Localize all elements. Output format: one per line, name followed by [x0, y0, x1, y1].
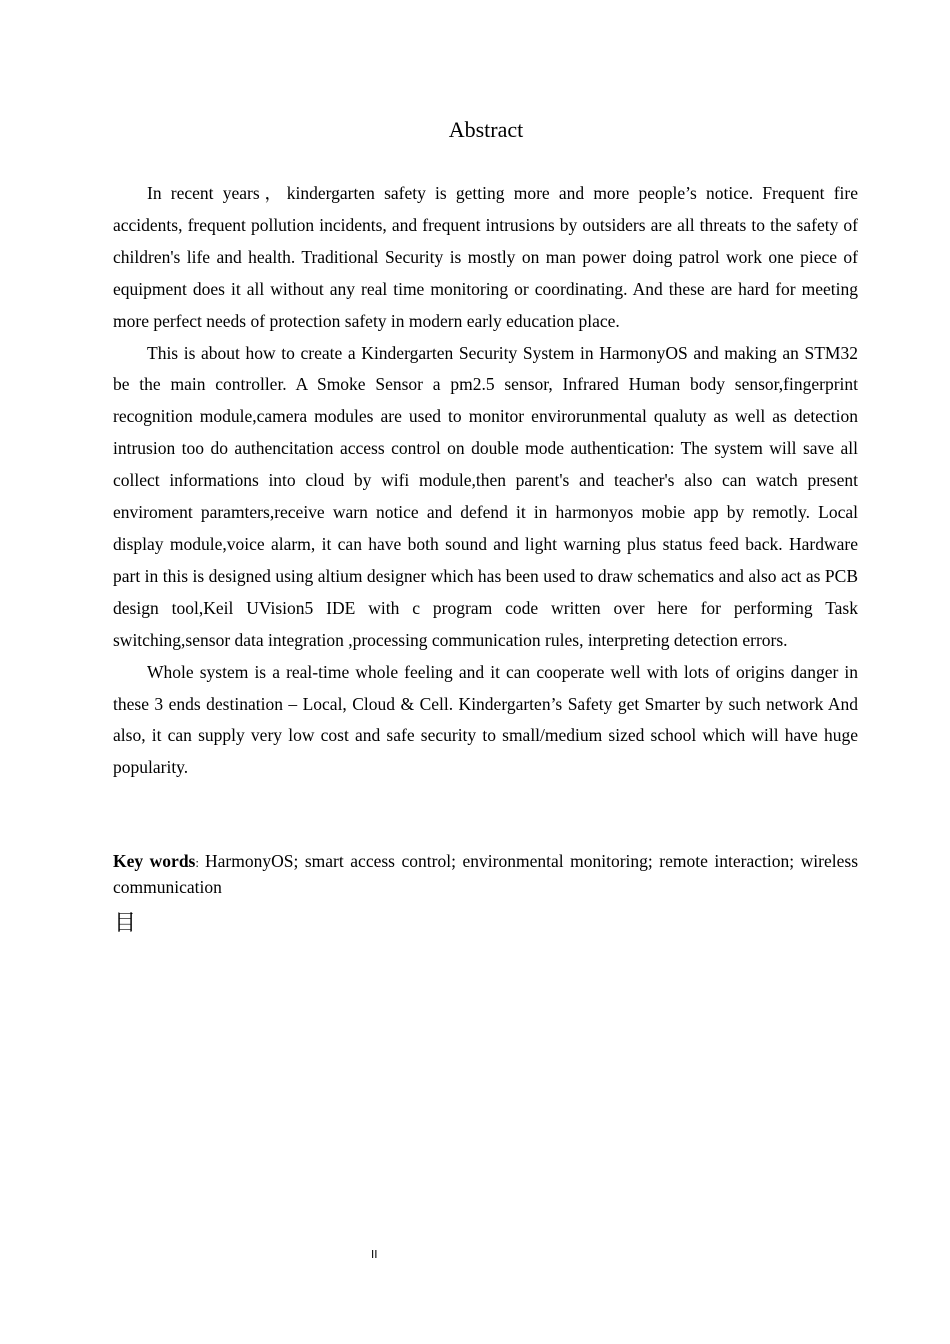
abstract-paragraph-1: In recent years，kindergarten safety is getting more and more people’s notice. Frequent fire accidents, frequent pollution incidents, and frequent intrusions by outsiders are all threats to the safety of children's life and health. Traditional Security is mostly on man power doing patrol work one piece of equipment does it all without any real time monitoring or coordinating. And these are hard for meeting more perfect needs of protection safety in modern early education place.: [113, 183, 858, 331]
keywords-colon: :: [195, 855, 199, 870]
toc-heading-fragment: 目: [114, 911, 137, 936]
keywords-label: Key words: [113, 851, 196, 871]
keywords-text: HarmonyOS; smart access control; environmental monitoring; remote interaction; wireless communication: [113, 851, 858, 897]
abstract-body: [113, 178, 858, 784]
abstract-paragraph-3: Whole system is a real-time whole feeling and it can cooperate well with lots of origins danger in these 3 ends destination – Local, Cloud & Cell. Kindergarten’s Safety get Smarter by such network And also, it can supply very low cost and safe security to small/medium sized school which will have huge popularity.: [113, 661, 858, 778]
page-title: Abstract: [448, 117, 524, 142]
keywords-section: [113, 849, 858, 900]
abstract-paragraph-2: This is about how to create a Kindergarten Security System in HarmonyOS and making an STM32 be the main controller. A Smoke Sensor a pm2.5 sensor, Infrared Human body sensor,fingerprint recognition module,camera modules are used to monitor envirorunmental qualuty as well as detection intrusion too do authencitation access control on double mode authentication: The system will save all collect informations into cloud by wifi module,then parent's and teacher's also can watch present enviroment paramters,receive warn notice and defend it in harmonyos mobie app by remotly. Local display module,voice alarm, it can have both sound and light warning plus status feed back. Hardware part in this is designed using altium designer which has been used to draw schematics and also act as PCB design tool,Keil UVision5 IDE with c program code written over here for performing Task switching,sensor data integration ,processing communication rules, interpreting detection errors.: [113, 342, 858, 650]
page-number: II: [371, 1248, 378, 1261]
